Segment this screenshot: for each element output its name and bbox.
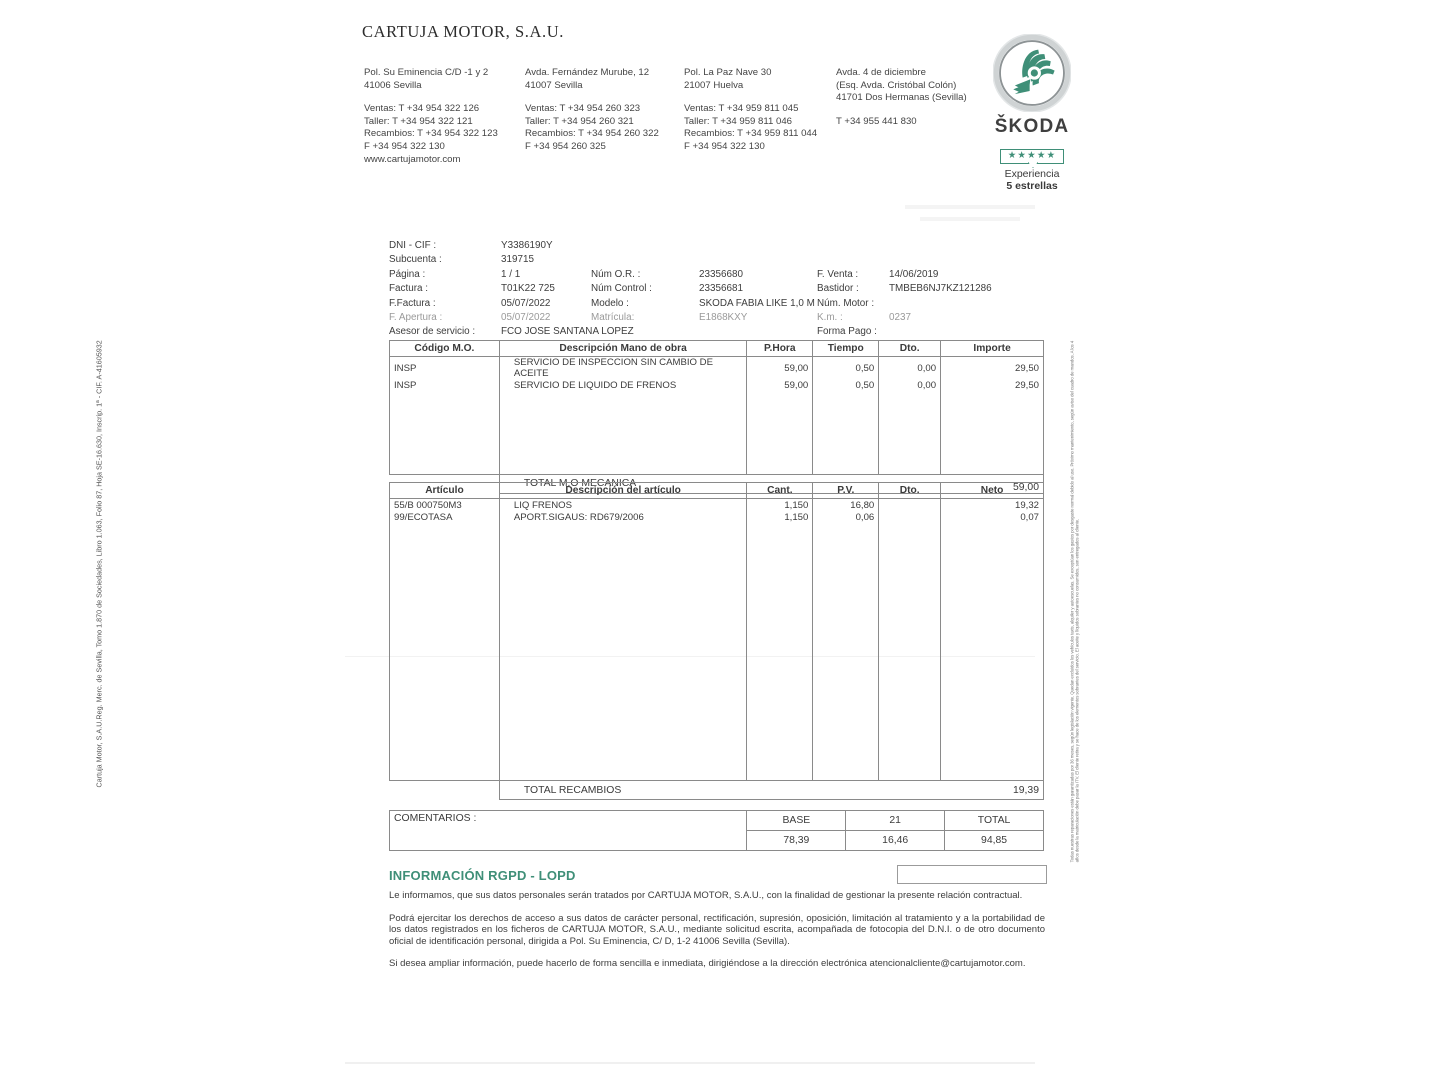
scan-artifact [905, 205, 1035, 209]
vat-rate-label: 21 [846, 811, 945, 831]
table-row [390, 499, 1044, 512]
info-label: F. Venta : [817, 268, 859, 280]
col-descripcion-mo: Descripción Mano de obra [499, 341, 747, 357]
invoice-info-block [389, 240, 1049, 341]
address-line: (Esq. Avda. Cristóbal Colón) [836, 79, 957, 91]
info-label: Página : [389, 268, 426, 280]
address-line: 41701 Dos Hermanas (Sevilla) [836, 92, 967, 104]
info-label: F.Factura : [389, 297, 436, 309]
col-phora: P.Hora [747, 341, 813, 357]
info-label: Asesor de servicio : [389, 326, 476, 338]
address-block-4 [836, 67, 967, 128]
col-codigo-mo: Código M.O. [390, 341, 500, 357]
cell-dto: 0,00 [879, 379, 941, 392]
address-line: Avda. 4 de diciembre [836, 67, 926, 78]
rgpd-section-title: INFORMACIÓN RGPD - LOPD [389, 868, 576, 883]
skoda-brand-block [977, 34, 1087, 192]
cell-phora: 59,00 [747, 357, 813, 380]
labour-empty-space [390, 392, 1044, 475]
experience-label [977, 168, 1087, 192]
cell-codigo: INSP [390, 357, 500, 380]
parts-header-row [390, 483, 1044, 499]
cell-dto [879, 499, 941, 512]
cell-importe: 29,50 [941, 357, 1044, 380]
address-line: 41006 Sevilla [364, 79, 422, 91]
info-value-km: 0237 [889, 311, 911, 323]
comments-label: COMENTARIOS : [390, 811, 747, 851]
cell-pv: 16,80 [813, 499, 879, 512]
info-label: Matrícula: [591, 311, 635, 323]
cell-neto: 0,07 [941, 512, 1044, 525]
col-importe: Importe [941, 341, 1044, 357]
address-lines-3 [684, 67, 817, 92]
table-row [390, 357, 1044, 380]
info-label: Modelo : [591, 297, 629, 309]
five-stars-badge [1000, 149, 1064, 164]
contact-lines-4 [836, 116, 967, 129]
parts-table [389, 482, 1044, 800]
address-line: Pol. Su Eminencia C/D -1 y 2 [364, 67, 489, 78]
col-neto: Neto [941, 483, 1044, 499]
info-label: Bastidor : [817, 283, 859, 295]
info-value-num-or: 23356680 [699, 268, 743, 280]
cell-neto: 19,32 [941, 499, 1044, 512]
info-value-dni: Y3386190Y [501, 240, 553, 251]
info-value-asesor: FCO JOSE SANTANA LOPEZ [501, 326, 634, 338]
contact-line: Taller: T +34 959 811 046 [684, 115, 793, 127]
info-row [389, 269, 1049, 283]
info-row [389, 254, 1049, 268]
cell-descripcion: APORT.SIGAUS: RD679/2006 [499, 512, 747, 525]
address-line: Pol. La Paz Nave 30 [684, 67, 772, 78]
base-label: BASE [747, 811, 846, 831]
cell-tiempo: 0,50 [813, 357, 879, 380]
info-row [389, 240, 1049, 254]
cell-descripcion: SERVICIO DE LIQUIDO DE FRENOS [499, 379, 747, 392]
table-row [390, 512, 1044, 525]
contact-line: Taller: T +34 954 260 321 [525, 115, 634, 127]
address-block-3 [684, 67, 817, 154]
base-value: 78,39 [747, 831, 846, 851]
col-cant: Cant. [747, 483, 813, 499]
contact-line: Taller: T +34 954 322 121 [364, 115, 473, 127]
info-value-modelo: SKODA FABIA LIKE 1,0 M [699, 297, 815, 309]
cell-codigo: INSP [390, 379, 500, 392]
contact-line: F +34 954 322 130 [364, 140, 445, 152]
info-label: Núm O.R. : [591, 268, 641, 280]
company-name: CARTUJA MOTOR, S.A.U. [362, 22, 565, 41]
contact-line: Recambios: T +34 959 811 044 [684, 128, 818, 140]
cell-descripcion: LIQ FRENOS [499, 499, 747, 512]
info-row [389, 312, 1049, 326]
info-label: Subcuenta : [389, 254, 442, 266]
cell-cant: 1,150 [747, 499, 813, 512]
scan-artifact-line-bottom [345, 1062, 1035, 1064]
col-dto: Dto. [879, 341, 941, 357]
rgpd-paragraph-3: Si desea ampliar información, puede hacerlo de forma sencilla e inmediata, dirigiéndose a la dirección electrónica atencionalcliente@cartujamotor.com. [389, 958, 1026, 970]
col-dto: Dto. [879, 483, 941, 499]
labour-total-label: TOTAL M.O MECANICA [499, 474, 940, 493]
website-link[interactable]: www.cartujamotor.com [364, 153, 461, 165]
info-label: Forma Pago : [817, 326, 877, 338]
info-label: F. Apertura : [389, 311, 443, 323]
cell-cant: 1,150 [747, 512, 813, 525]
col-pv: P.V. [813, 483, 879, 499]
address-lines-1 [364, 67, 498, 92]
address-line: Avda. Fernández Murube, 12 [525, 67, 650, 78]
info-value-bastidor: TMBEB6NJ7KZ121286 [889, 283, 992, 295]
parts-total-label: TOTAL RECAMBIOS [499, 781, 940, 800]
info-value-subcuenta: 319715 [501, 254, 534, 266]
info-value-pagina: 1 / 1 [501, 268, 521, 280]
labour-total-value: 59,00 [941, 474, 1044, 493]
address-block-1 [364, 67, 498, 166]
info-row [389, 326, 1049, 340]
cell-tiempo: 0,50 [813, 379, 879, 392]
col-descripcion-articulo: Descripción del artículo [499, 483, 747, 499]
parts-total-row [390, 781, 1044, 800]
address-line: 21007 Huelva [684, 79, 744, 91]
total-label: TOTAL [945, 811, 1044, 831]
rgpd-paragraph-1: Le informamos, que sus datos personales serán tratados por CARTUJA MOTOR, S.A.U., con la finalidad de gestionar la presente relación contractual. [389, 890, 1023, 901]
address-block-2 [525, 67, 659, 154]
left-margin-registry-text: Cartuja Motor, S.A.U.Reg. Merc. de Sevilla, Tomo 1.870 de Sociedades, Libro 1.063, Folio 87, Hoja SE-16.630, Inscrip. 1ª - CIF. A-41605932 [94, 340, 104, 788]
contact-lines-2 [525, 103, 659, 153]
address-lines-4 [836, 67, 967, 105]
cell-dto [879, 512, 941, 525]
contact-line: Recambios: T +34 954 322 123 [364, 128, 498, 140]
info-row [389, 298, 1049, 312]
experience-line-1: Experiencia [1004, 168, 1060, 180]
scan-artifact [920, 217, 1020, 221]
info-label: Núm. Motor : [817, 297, 875, 309]
cell-dto: 0,00 [879, 357, 941, 380]
contact-line: Ventas: T +34 954 322 126 [364, 103, 480, 115]
info-row [389, 283, 1049, 297]
skoda-wordmark: ŠKODA [994, 116, 1070, 137]
totals-header-row [390, 811, 1044, 831]
totals-table [389, 810, 1044, 851]
rgpd-body-text [389, 890, 1045, 970]
info-label: K.m. : [817, 311, 843, 323]
info-value-factura: T01K22 725 [501, 283, 555, 295]
contact-line: T +34 955 441 830 [836, 115, 917, 127]
contact-line: Recambios: T +34 954 260 322 [525, 128, 659, 140]
info-value-num-control: 23356681 [699, 283, 743, 295]
experience-line-2: 5 estrellas [1006, 180, 1058, 192]
contact-line: Ventas: T +34 959 811 045 [684, 103, 799, 115]
contact-line: F +34 954 322 130 [684, 140, 765, 152]
contact-lines-1 [364, 103, 498, 166]
signature-stamp-box[interactable] [897, 865, 1047, 884]
cell-articulo: 99/ECOTASA [390, 512, 500, 525]
labour-header-row [390, 341, 1044, 357]
address-line: 41007 Sevilla [525, 79, 583, 91]
info-value-fapertura: 05/07/2022 [501, 311, 551, 323]
info-value-ffactura: 05/07/2022 [501, 297, 551, 309]
total-value: 94,85 [945, 831, 1044, 851]
info-value-matricula: E1868KXY [699, 311, 748, 323]
info-value-fventa: 14/06/2019 [889, 268, 939, 280]
skoda-logo-icon [993, 34, 1071, 112]
parts-empty-space [390, 524, 1044, 781]
col-tiempo: Tiempo [813, 341, 879, 357]
contact-lines-3 [684, 103, 817, 153]
rgpd-paragraph-2: Podrá ejercitar los derechos de acceso a sus datos de carácter personal, rectificación, supresión, oposición, limitación al tratamiento y a la portabilidad de los datos registrados en los ficheros de CARTUJA MOTOR, S.A.U., mediante solicitud escrita, acompañada de fotocopia del D.N.I. o de otro documento oficial de identificación personal, dirigida a Pol. Su Eminencia, C/ D, 1-2 41006 Sevilla (Sevilla). [389, 912, 1045, 947]
table-row [390, 379, 1044, 392]
vat-value: 16,46 [846, 831, 945, 851]
labour-table [389, 340, 1044, 494]
stars-icon: ★★★★★ [1007, 150, 1057, 161]
cell-articulo: 55/B 000750M3 [390, 499, 500, 512]
col-articulo: Artículo [390, 483, 500, 499]
right-margin-warranty-text: Todas nuestras reparaciones están garantizadas por 36 meses, según legislación vigente. Quedan excluidos los vehículos taxis, alquiler y autoescuelas. Se exceptúan los gastos por desgaste normal debido al uso. Próximo mantenimiento, según aviso del cuadro de mandos. A los 4 años desde la matriculación debe pasar la ITV. El cliente retira y se hace de los elementos sobrantes del servicio. El aceite y líquidos sobrantes no consumidos, son entregados al cliente. [1069, 340, 1080, 863]
info-label: Factura : [389, 283, 428, 295]
contact-line: F +34 954 260 325 [525, 140, 606, 152]
cell-pv: 0,06 [813, 512, 879, 525]
address-lines-2 [525, 67, 659, 92]
info-label: Núm Control : [591, 283, 652, 295]
cell-importe: 29,50 [941, 379, 1044, 392]
contact-line: Ventas: T +34 954 260 323 [525, 103, 641, 115]
cell-descripcion: SERVICIO DE INSPECCION SIN CAMBIO DE ACEITE [499, 357, 747, 380]
parts-total-value: 19,39 [941, 781, 1044, 800]
info-label: DNI - CIF : [389, 240, 437, 251]
cell-phora: 59,00 [747, 379, 813, 392]
